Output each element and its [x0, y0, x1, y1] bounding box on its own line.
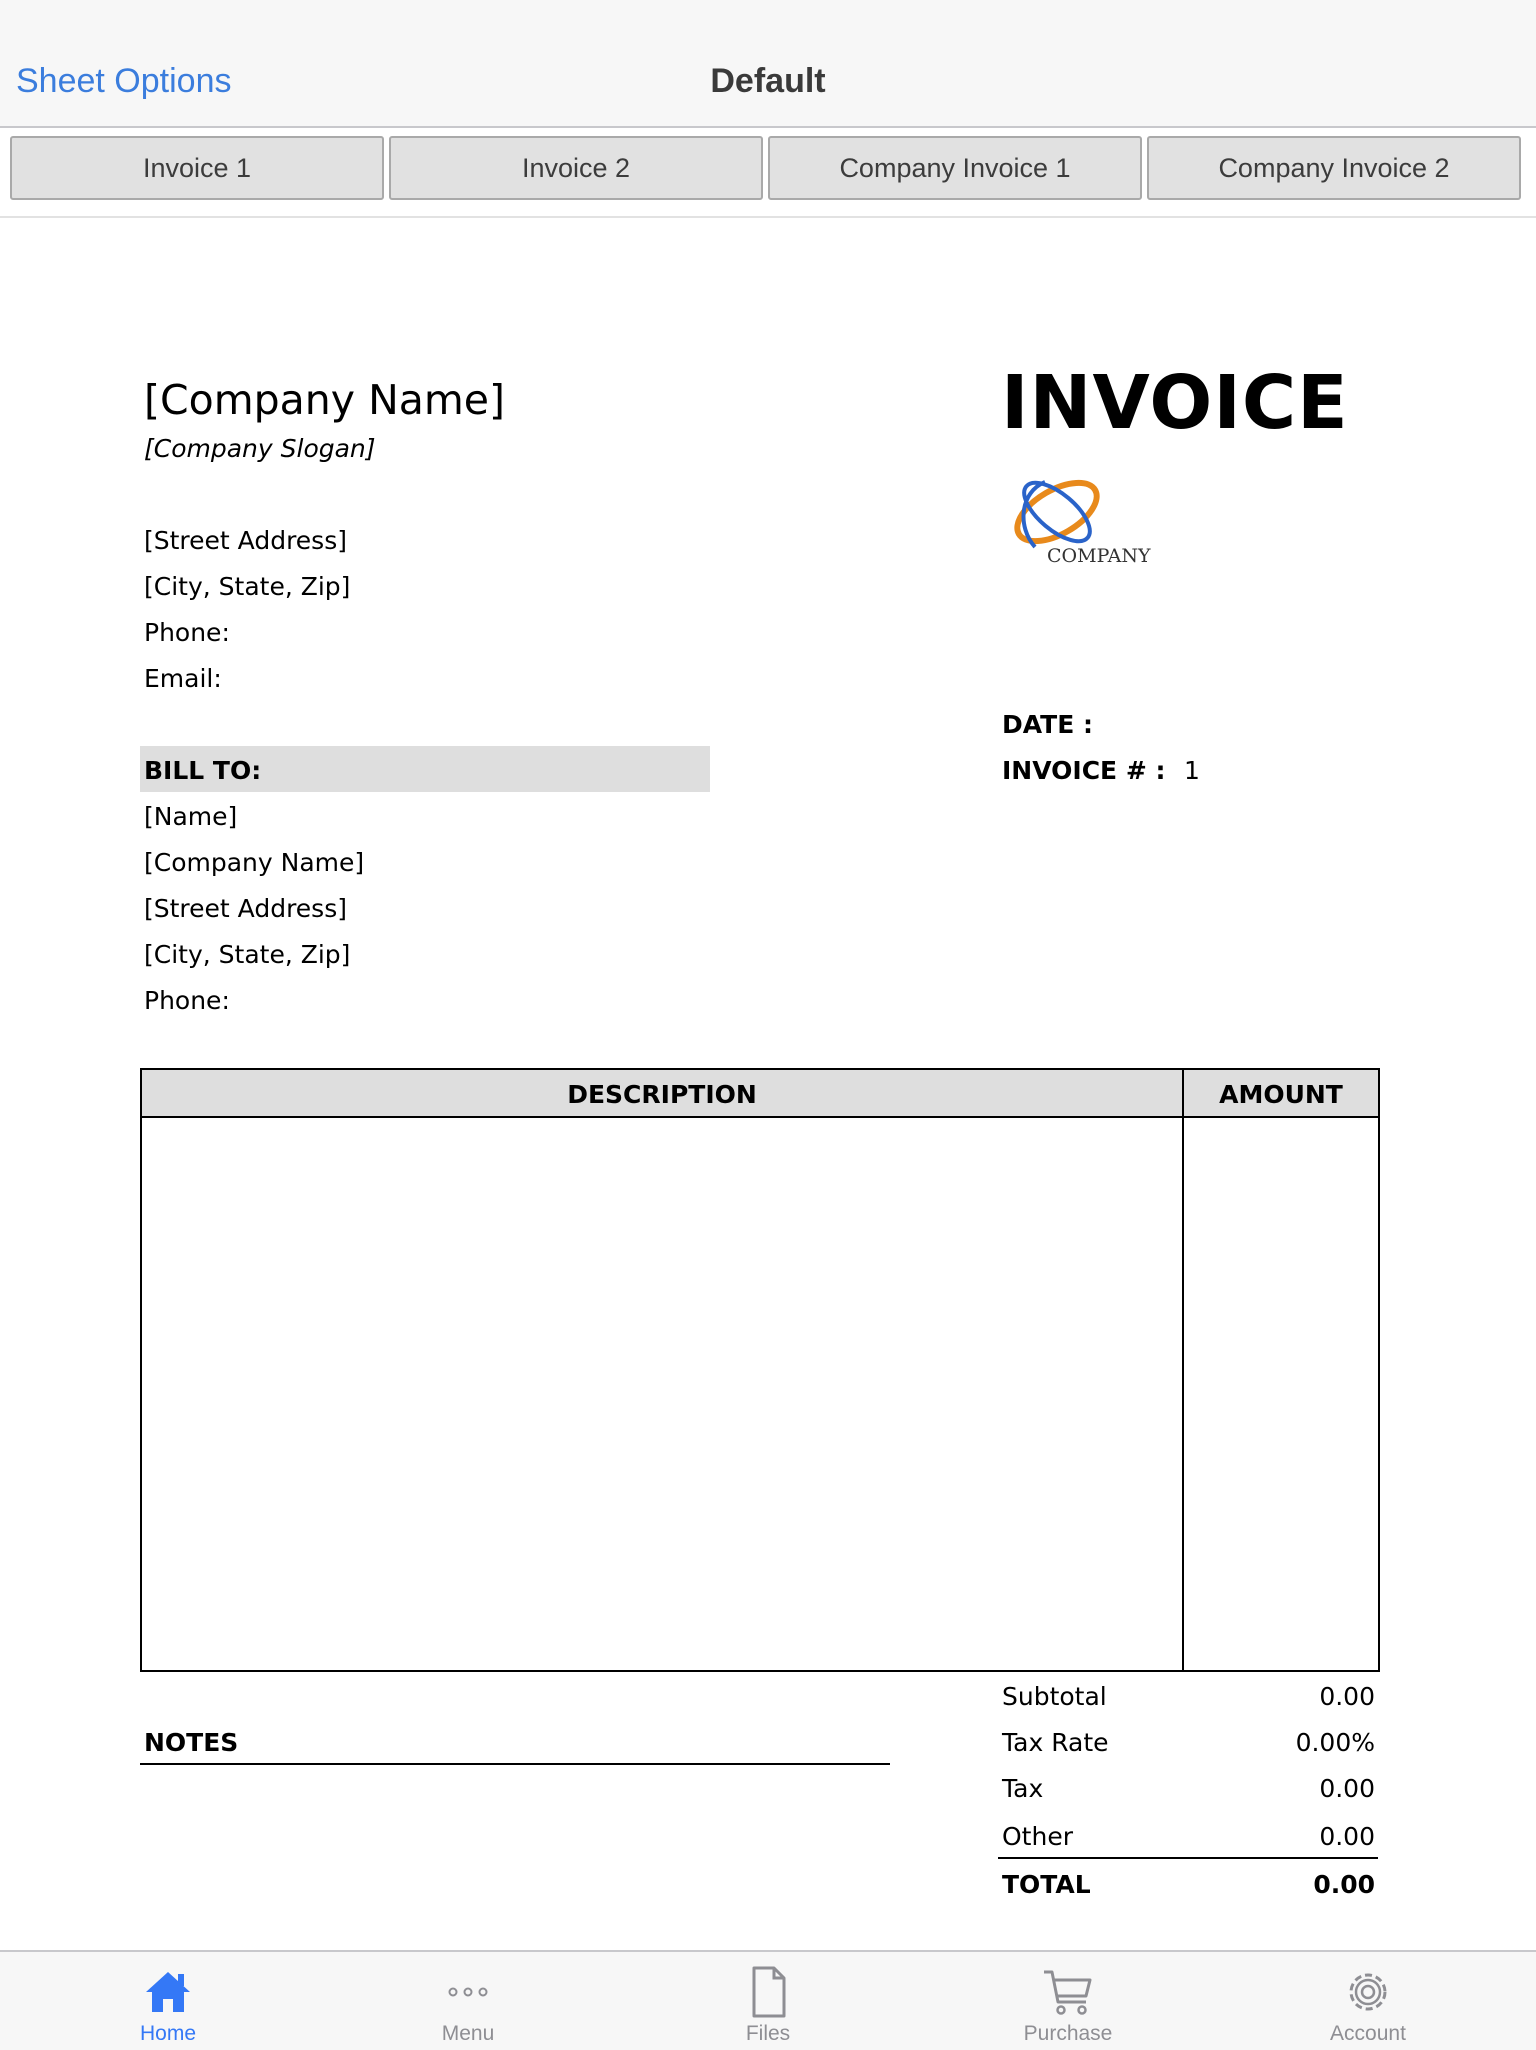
sender-email-label[interactable]: Email: — [144, 664, 222, 693]
cart-icon — [1040, 1964, 1096, 2020]
tabbar-menu[interactable] — [318, 1952, 618, 2050]
tax-value: 0.00 — [1319, 1774, 1375, 1803]
other-value[interactable]: 0.00 — [1319, 1822, 1375, 1851]
logo-text: COMPANY — [1047, 545, 1151, 567]
invoice-number[interactable]: 1 — [1184, 756, 1200, 785]
bill-to-heading: BILL TO: — [144, 756, 262, 785]
tab-company-invoice-2[interactable]: Company Invoice 2 — [1147, 136, 1521, 200]
tab-invoice-1[interactable]: Invoice 1 — [10, 136, 384, 200]
tabbar-account-label: Account — [1330, 2022, 1406, 2045]
tabbar-purchase[interactable] — [918, 1952, 1218, 2050]
tabbar-home-label: Home — [139, 2022, 197, 2045]
tabbar-purchase-label: Purchase — [1023, 2022, 1113, 2045]
home-icon — [140, 1964, 196, 2020]
tax-rate-label: Tax Rate — [1002, 1728, 1109, 1757]
notes-label: NOTES — [144, 1728, 239, 1757]
description-cells[interactable] — [142, 1118, 1182, 1670]
gear-icon — [1340, 1964, 1396, 2020]
other-label: Other — [1002, 1822, 1073, 1851]
bottom-tab-bar — [0, 1950, 1536, 2050]
page-title: Default — [710, 62, 826, 100]
total-value: 0.00 — [1313, 1870, 1375, 1899]
tab-company-invoice-1[interactable]: Company Invoice 1 — [768, 136, 1142, 200]
line-items-table — [140, 1068, 1380, 1672]
bill-to-street[interactable]: [Street Address] — [144, 894, 347, 923]
file-icon — [740, 1964, 796, 2020]
more-icon — [440, 1964, 496, 2020]
amount-column-header: AMOUNT — [1219, 1080, 1343, 1109]
invoice-number-label: INVOICE # : — [1002, 756, 1166, 785]
tabbar-home[interactable] — [18, 1952, 318, 2050]
sheet-options-button[interactable]: Sheet Options — [16, 62, 232, 100]
tax-label: Tax — [1002, 1774, 1044, 1803]
sender-city[interactable]: [City, State, Zip] — [144, 572, 351, 601]
bill-to-phone-label[interactable]: Phone: — [144, 986, 230, 1015]
total-label: TOTAL — [1002, 1870, 1091, 1899]
navigation-bar — [0, 0, 1536, 128]
amount-cells[interactable] — [1184, 1118, 1378, 1670]
total-divider — [998, 1857, 1378, 1859]
template-tabs — [0, 128, 1536, 218]
tabbar-files-label: Files — [745, 2022, 791, 2045]
tabbar-menu-label: Menu — [441, 2022, 495, 2045]
company-logo[interactable] — [1005, 472, 1165, 572]
tabbar-files[interactable] — [618, 1952, 918, 2050]
subtotal-value: 0.00 — [1319, 1682, 1375, 1711]
company-slogan[interactable]: [Company Slogan] — [144, 434, 376, 463]
company-name[interactable]: [Company Name] — [144, 376, 506, 424]
description-column-header: DESCRIPTION — [567, 1080, 757, 1109]
date-label: DATE : — [1002, 710, 1093, 739]
sender-street[interactable]: [Street Address] — [144, 526, 347, 555]
tab-invoice-2[interactable]: Invoice 2 — [389, 136, 763, 200]
tax-rate-value[interactable]: 0.00% — [1295, 1728, 1375, 1757]
bill-to-company[interactable]: [Company Name] — [144, 848, 365, 877]
invoice-title: INVOICE — [1001, 360, 1349, 446]
bill-to-name[interactable]: [Name] — [144, 802, 238, 831]
bill-to-city[interactable]: [City, State, Zip] — [144, 940, 351, 969]
tabbar-account[interactable] — [1218, 1952, 1518, 2050]
sender-phone-label[interactable]: Phone: — [144, 618, 230, 647]
subtotal-label: Subtotal — [1002, 1682, 1107, 1711]
notes-divider — [140, 1763, 890, 1765]
